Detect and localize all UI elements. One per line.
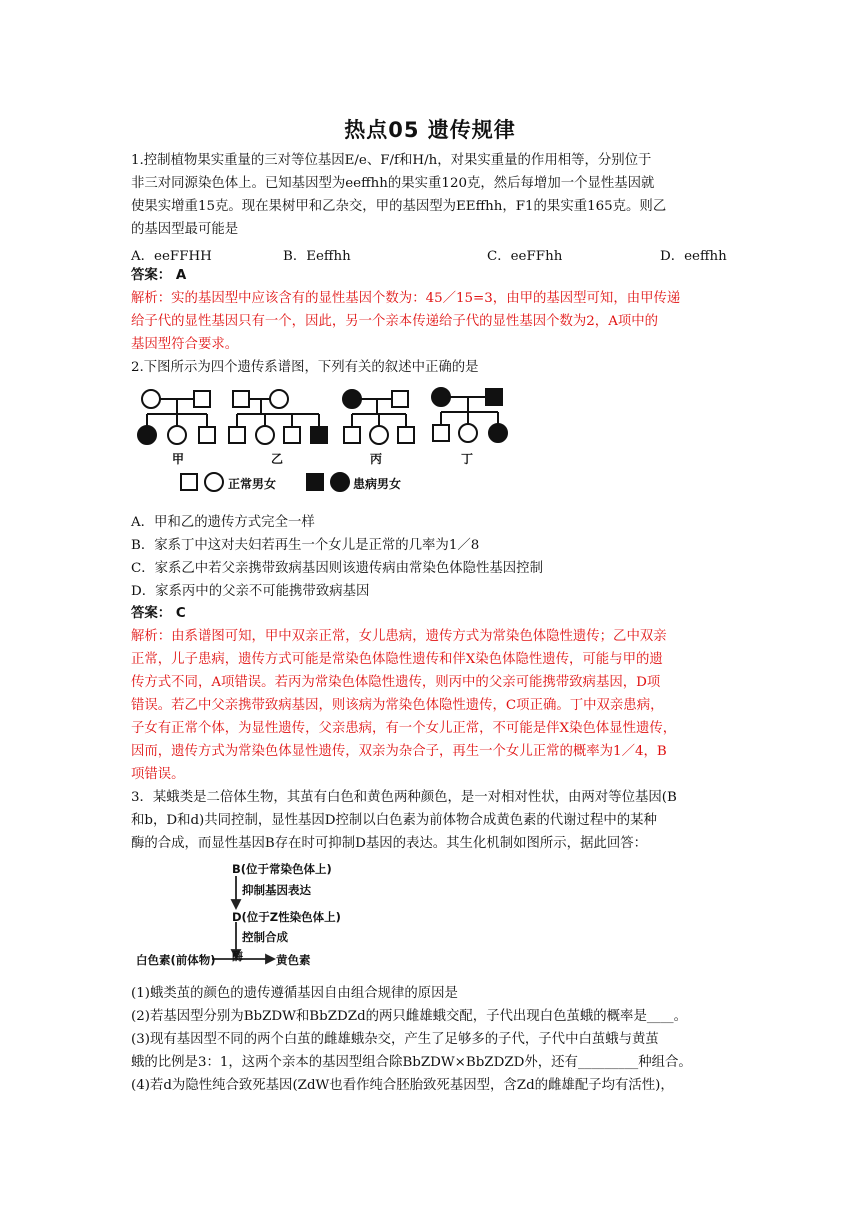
reaction-arrowhead-icon xyxy=(266,955,274,963)
product-label: 黄色素 xyxy=(276,953,311,967)
d-gene-label: D(位于Z性染色体上) xyxy=(232,910,341,924)
pedigree-affected-male-icon xyxy=(486,389,502,405)
q2-analysis-line: 项错误。 xyxy=(131,767,185,782)
q1-option-c: C．eeFFhh xyxy=(487,249,563,264)
q1-analysis-line: 给子代的显性基因只有一个，因此，另一个亲本传递给子代的显性基因个数为2，A项中的 xyxy=(131,314,659,329)
q2-option-d: D．家系丙中的父亲不可能携带致病基因 xyxy=(131,584,370,599)
pedigree-normal-male-icon xyxy=(284,427,300,443)
pedigree-normal-male-icon xyxy=(398,427,414,443)
pedigree-normal-male-icon xyxy=(199,427,215,443)
pedigree-normal-female-icon xyxy=(256,426,274,444)
q3-intro-line: 酶的合成，而显性基因B存在时可抑制D基因的表达。其生化机制如图所示，据此回答： xyxy=(131,836,648,851)
enzyme-label: 酶 xyxy=(232,950,243,963)
pedigree-normal-male-icon xyxy=(392,391,408,407)
legend-affected-male-icon xyxy=(307,474,323,490)
pedigree-normal-male-icon xyxy=(194,391,210,407)
pedigree-normal-male-icon xyxy=(344,427,360,443)
pedigree-label: 丙 xyxy=(370,452,383,466)
legend-affected-label: 患病男女 xyxy=(353,477,402,491)
legend-normal-female-icon xyxy=(205,473,223,491)
pedigree-affected-female-icon xyxy=(343,390,361,408)
b-gene-label: B(位于常染色体上) xyxy=(232,862,332,876)
q3-intro-line: 和b，D和d)共同控制，显性基因D控制以白色素为前体物合成黄色素的代谢过程中的某种 xyxy=(131,813,657,828)
pedigree-normal-female-icon xyxy=(270,390,288,408)
q1-analysis-line: 解析：实的基因型中应该含有的显性基因个数为：45／15=3，由甲的基因型可知，由甲传递 xyxy=(131,291,681,306)
q3-sub-question: (1)蛾类茧的颜色的遗传遵循基因自由组合规律的原因是 xyxy=(131,986,458,1001)
pedigree-normal-female-icon xyxy=(459,424,477,442)
q3-sub-question: (4)若d为隐性纯合致死基因(ZdW也看作纯合胚胎致死基因型，含Zd的雌雄配子均有活性)， xyxy=(131,1078,674,1093)
pedigree-label: 乙 xyxy=(271,452,284,466)
inhibit-label: 抑制基因表达 xyxy=(242,883,311,897)
q1-answer: 答案： A xyxy=(131,268,187,283)
q1-option-d: D．eeffhh xyxy=(660,249,727,264)
q3-intro-line: 3．某蛾类是二倍体生物，其茧有白色和黄色两种颜色，是一对相对性状，由两对等位基因(B xyxy=(131,790,677,805)
precursor-label: 白色素(前体物) xyxy=(136,953,216,967)
pedigree-affected-female-icon xyxy=(489,424,507,442)
page-title: 热点05 遗传规律 xyxy=(344,118,516,142)
q1-line: 非三对同源染色体上。已知基因型为eeffhh的果实重120克，然后每增加一个显性基因就 xyxy=(131,176,655,191)
q2-analysis-line: 因而，遗传方式为常染色体显性遗传，双亲为杂合子，再生一个女儿正常的概率为1／4，B xyxy=(131,744,667,759)
pedigree-normal-female-icon xyxy=(142,390,160,408)
pedigree-label: 甲 xyxy=(172,452,185,466)
q2-analysis-line: 错误。若乙中父亲携带致病基因，则该病为常染色体隐性遗传，C项正确。丁中双亲患病， xyxy=(131,698,664,713)
q1-option-b: B．Eeffhh xyxy=(283,249,351,264)
inhibit-arrowhead-icon xyxy=(232,900,240,908)
q3-sub-question: 蛾的比例是3：1，这两个亲本的基因型组合除BbZDW×BbZDZD外，还有_________种组合。 xyxy=(131,1055,692,1070)
control-label: 控制合成 xyxy=(242,930,288,944)
pedigree-affected-male-icon xyxy=(311,427,327,443)
legend-normal-label: 正常男女 xyxy=(228,477,277,491)
q2-option-b: B．家系丁中这对夫妇若再生一个女儿是正常的几率为1／8 xyxy=(131,538,480,553)
q2-stem: 2.下图所示为四个遗传系谱图，下列有关的叙述中正确的是 xyxy=(131,360,479,375)
q2-option-a: A．甲和乙的遗传方式完全一样 xyxy=(131,515,315,530)
q1-line: 使果实增重15克。现在果树甲和乙杂交，甲的基因型为EEffhh，F1的果实重165克。则乙 xyxy=(131,199,667,214)
q1-line: 1.控制植物果实重量的三对等位基因E/e、F/f和H/h，对果实重量的作用相等，分别位于 xyxy=(131,153,652,168)
q2-option-c: C．家系乙中若父亲携带致病基因则该遗传病由常染色体隐性基因控制 xyxy=(131,561,543,576)
q2-answer: 答案： C xyxy=(131,606,186,621)
pedigree-normal-male-icon xyxy=(233,391,249,407)
pedigree-affected-female-icon xyxy=(432,388,450,406)
pedigree-affected-female-icon xyxy=(138,426,156,444)
legend-normal-male-icon xyxy=(181,474,197,490)
q1-analysis-line: 基因型符合要求。 xyxy=(131,337,239,352)
pedigree-normal-female-icon xyxy=(168,426,186,444)
q1-line: 的基因型最可能是 xyxy=(131,222,239,237)
q2-analysis-line: 子女有正常个体，为显性遗传，父亲患病，有一个女儿正常，不可能是伴X染色体显性遗传， xyxy=(131,721,677,736)
q3-sub-question: (2)若基因型分别为BbZDW和BbZDZd的两只雌雄蛾交配，子代出现白色茧蛾的概率是____。 xyxy=(131,1009,688,1024)
q3-sub-question: (3)现有基因型不同的两个白茧的雌雄蛾杂交，产生了足够多的子代，子代中白茧蛾与黄茧 xyxy=(131,1032,659,1047)
pedigree-label: 丁 xyxy=(461,452,474,466)
q2-analysis-line: 解析：由系谱图可知，甲中双亲正常，女儿患病，遗传方式为常染色体隐性遗传；乙中双亲 xyxy=(131,629,667,644)
pedigree-figure xyxy=(130,380,530,500)
pedigree-normal-female-icon xyxy=(370,426,388,444)
q2-analysis-line: 正常，儿子患病，遗传方式可能是常染色体隐性遗传和伴X染色体隐性遗传，可能与甲的遗 xyxy=(131,652,663,667)
legend-affected-female-icon xyxy=(331,473,349,491)
pedigree-normal-male-icon xyxy=(229,427,245,443)
q1-option-a: A．eeFFHH xyxy=(131,249,212,264)
q2-analysis-line: 传方式不同，A项错误。若丙为常染色体隐性遗传，则丙中的父亲可能携带致病基因，D项 xyxy=(131,675,661,690)
pedigree-normal-male-icon xyxy=(433,425,449,441)
